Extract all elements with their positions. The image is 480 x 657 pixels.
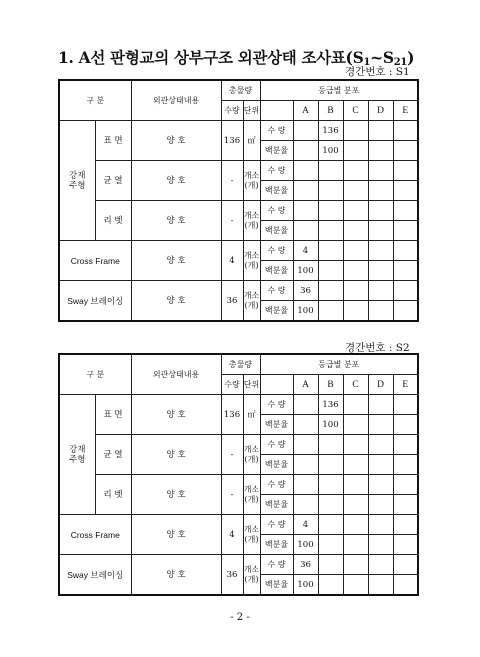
condition-value: 양 호 [131,241,221,281]
grade-b-value [318,575,343,596]
grade-e-value [393,575,418,596]
grade-c-value [343,455,368,475]
grade-e-value [393,201,418,221]
header-grade-0: A [293,101,318,121]
grade-d-value [368,161,393,181]
grade-e-value [393,301,418,322]
qty-value: - [221,161,243,201]
sub-label: 균 열 [95,161,131,201]
grade-e-value [393,435,418,455]
qty-row-label: 수 량 [260,395,293,415]
grade-e-value [393,455,418,475]
grade-b-value [318,555,343,575]
page-number: - 2 - [230,612,250,623]
grade-c-value [343,515,368,535]
grade-b-value [318,301,343,322]
grade-a-value [293,201,318,221]
pct-row-label: 백분율 [260,415,293,435]
grade-e-value [393,261,418,281]
qty-value: 36 [221,281,243,322]
grade-c-value [343,435,368,455]
header-grade-4: E [393,101,418,121]
header-category: 구 분 [59,354,131,395]
grade-c-value [343,221,368,241]
unit-value: 개소 (개) [243,281,260,322]
grade-a-value [293,455,318,475]
grade-a-value: 4 [293,241,318,261]
grade-d-value [368,181,393,201]
header-grade-1: B [318,101,343,121]
grade-b-value [318,261,343,281]
qty-row-label: 수 량 [260,281,293,301]
condition-value: 양 호 [131,555,221,596]
header-qty: 수량 [221,375,243,395]
grade-e-value [393,141,418,161]
grade-d-value [368,261,393,281]
qty-row-label: 수 량 [260,475,293,495]
grade-c-value [343,575,368,596]
condition-value: 양 호 [131,281,221,322]
grade-e-value [393,415,418,435]
grade-d-value [368,455,393,475]
grade-d-value [368,515,393,535]
member-label: Cross Frame [59,515,131,555]
unit-value: 개소 (개) [243,241,260,281]
sub-label: 균 열 [95,435,131,475]
survey-table-1 [58,79,419,322]
grade-e-value [393,161,418,181]
header-qty: 수량 [221,101,243,121]
qty-value: 4 [221,515,243,555]
sub-label: 리 벳 [95,201,131,241]
condition-value: 양 호 [131,475,221,515]
qty-row-label: 수 량 [260,435,293,455]
grade-d-value [368,555,393,575]
pct-row-label: 백분율 [260,221,293,241]
grade-d-value [368,301,393,322]
grade-a-value: 100 [293,301,318,322]
pct-row-label: 백분율 [260,141,293,161]
grade-b-value [318,495,343,515]
grade-d-value [368,201,393,221]
grade-b-value [318,161,343,181]
grade-a-value [293,395,318,415]
grade-d-value [368,141,393,161]
sub-label: 리 벳 [95,475,131,515]
grade-e-value [393,555,418,575]
member-label: Cross Frame [59,241,131,281]
grade-c-value [343,475,368,495]
table-row [59,201,418,221]
header-grade-4: E [393,375,418,395]
grade-e-value [393,221,418,241]
grade-c-value [343,301,368,322]
grade-e-value [393,535,418,555]
grade-c-value [343,121,368,141]
grade-d-value [368,415,393,435]
grade-b-value [318,281,343,301]
sub-label: 표 면 [95,121,131,161]
table-row [59,241,418,261]
grade-a-value [293,475,318,495]
condition-value: 양 호 [131,121,221,161]
grade-b-value: 136 [318,121,343,141]
grade-c-value [343,415,368,435]
header-blank [260,101,293,121]
grade-c-value [343,555,368,575]
condition-value: 양 호 [131,395,221,435]
grade-b-value: 100 [318,141,343,161]
grade-b-value [318,435,343,455]
grade-b-value [318,515,343,535]
qty-row-label: 수 량 [260,121,293,141]
grade-e-value [393,121,418,141]
table-row [59,281,418,301]
grade-e-value [393,395,418,415]
header-grade-2: C [343,101,368,121]
grade-e-value [393,475,418,495]
sub-label: 표 면 [95,395,131,435]
table-row [59,435,418,455]
condition-value: 양 호 [131,161,221,201]
grade-a-value [293,141,318,161]
grade-a-value [293,495,318,515]
grade-d-value [368,435,393,455]
grade-c-value [343,495,368,515]
table-row [59,515,418,535]
header-category: 구 분 [59,80,131,121]
grade-b-value [318,241,343,261]
grade-d-value [368,281,393,301]
grade-d-value [368,241,393,261]
grade-c-value [343,281,368,301]
unit-value: 개소 (개) [243,515,260,555]
header-condition: 외관상태내용 [131,80,221,121]
header-grade-2: C [343,375,368,395]
pct-row-label: 백분율 [260,181,293,201]
grade-c-value [343,241,368,261]
qty-row-label: 수 량 [260,161,293,181]
grade-d-value [368,475,393,495]
grade-b-value [318,475,343,495]
pct-row-label: 백분율 [260,575,293,596]
unit-value: 개소 (개) [243,435,260,475]
qty-value: - [221,475,243,515]
qty-value: 136 [221,121,243,161]
title-sub1: 1 [363,57,371,68]
grade-a-value [293,221,318,241]
group-label: 강재 주형 [59,395,95,515]
qty-row-label: 수 량 [260,201,293,221]
span-label-s2: 경간번호 : S2 [345,342,410,354]
grade-e-value [393,515,418,535]
qty-value: - [221,435,243,475]
grade-e-value [393,181,418,201]
pct-row-label: 백분율 [260,455,293,475]
table-row [59,121,418,141]
unit-value: 개소 (개) [243,475,260,515]
table-row [59,555,418,575]
header-blank [260,375,293,395]
title-sub2: 21 [393,57,408,68]
header-unit: 단위 [243,375,260,395]
grade-c-value [343,201,368,221]
grade-c-value [343,161,368,181]
grade-a-value: 4 [293,515,318,535]
qty-value: 36 [221,555,243,596]
header-condition: 외관상태내용 [131,354,221,395]
condition-value: 양 호 [131,515,221,555]
grade-a-value: 100 [293,261,318,281]
grade-c-value [343,141,368,161]
grade-c-value [343,181,368,201]
qty-value: - [221,201,243,241]
table-row [59,475,418,495]
table-row [59,161,418,181]
header-total: 총물량 [221,80,260,101]
header-grade-1: B [318,375,343,395]
condition-value: 양 호 [131,201,221,241]
unit-value: ㎡ [243,121,260,161]
grade-e-value [393,241,418,261]
header-total: 총물량 [221,354,260,375]
grade-d-value [368,495,393,515]
header-row [59,80,418,101]
grade-a-value: 100 [293,575,318,596]
member-label: Sway 브레이싱 [59,281,131,322]
grade-d-value [368,575,393,596]
condition-value: 양 호 [131,435,221,475]
grade-a-value [293,121,318,141]
grade-b-value: 100 [318,415,343,435]
table-row [59,395,418,415]
qty-row-label: 수 량 [260,515,293,535]
header-row [59,354,418,375]
grade-d-value [368,535,393,555]
grade-a-value [293,435,318,455]
header-grade-3: D [368,375,393,395]
survey-table-2 [58,353,419,596]
grade-d-value [368,221,393,241]
header-grade-dist: 등급별 분포 [260,80,418,101]
unit-value: 개소 (개) [243,161,260,201]
pct-row-label: 백분율 [260,261,293,281]
header-grade-dist: 등급별 분포 [260,354,418,375]
grade-e-value [393,281,418,301]
qty-row-label: 수 량 [260,241,293,261]
member-label: Sway 브레이싱 [59,555,131,596]
grade-a-value: 36 [293,281,318,301]
unit-value: ㎡ [243,395,260,435]
header-grade-3: D [368,101,393,121]
pct-row-label: 백분율 [260,495,293,515]
grade-b-value: 136 [318,395,343,415]
title-end: ) [407,48,415,67]
grade-d-value [368,395,393,415]
grade-c-value [343,261,368,281]
pct-row-label: 백분율 [260,301,293,322]
grade-b-value [318,535,343,555]
grade-a-value [293,415,318,435]
qty-value: 4 [221,241,243,281]
grade-c-value [343,395,368,415]
unit-value: 개소 (개) [243,555,260,596]
title-main: 1. A선 판형교의 상부구조 외관상태 조사표(S [58,48,364,67]
grade-d-value [368,121,393,141]
grade-a-value [293,161,318,181]
grade-b-value [318,181,343,201]
grade-b-value [318,455,343,475]
grade-a-value: 36 [293,555,318,575]
grade-c-value [343,535,368,555]
title-mid: ~S [370,48,394,67]
qty-value: 136 [221,395,243,435]
span-label-s1: 경간번호 : S1 [345,66,410,78]
group-label: 강재 주형 [59,121,95,241]
grade-b-value [318,201,343,221]
pct-row-label: 백분율 [260,535,293,555]
unit-value: 개소 (개) [243,201,260,241]
grade-a-value [293,181,318,201]
grade-e-value [393,495,418,515]
qty-row-label: 수 량 [260,555,293,575]
header-unit: 단위 [243,101,260,121]
header-grade-0: A [293,375,318,395]
grade-b-value [318,221,343,241]
grade-a-value: 100 [293,535,318,555]
